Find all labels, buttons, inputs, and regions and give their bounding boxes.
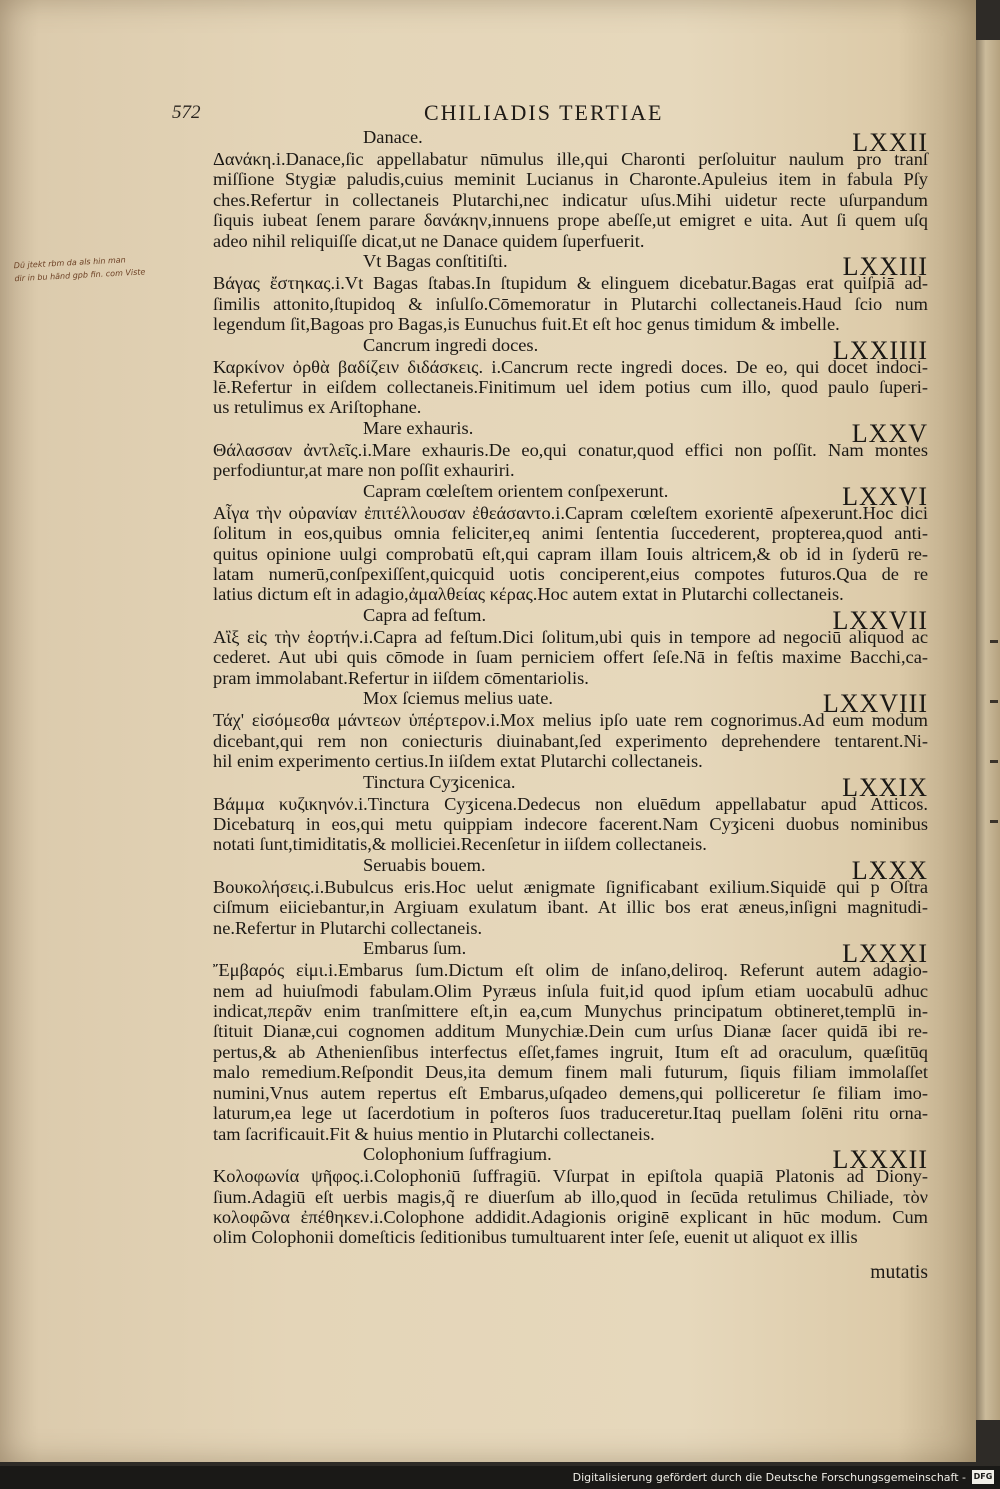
adage-entry <box>213 1144 928 1248</box>
text-line: legendum ſit,Bagoas pro Bagas,is Eunuchus fuit.Et eſt hoc genus timidum & imbelle. <box>213 314 840 335</box>
text-line: cederet. Aut ubi quis cōmode in ſuam perniciem offert ſeſe.Nā in feſtis maxime Bacchi,ca- <box>213 647 928 668</box>
header-title: CHILIADIS TERTIAE <box>424 100 664 125</box>
dfg-logo: DFG <box>972 1470 994 1484</box>
text-line: ches.Refertur in collectaneis Plutarchi,nec indicatur uſus.Mihi uidetur recte uſurpandum <box>213 189 928 210</box>
page-edge-mark <box>990 640 998 643</box>
text-line: Βουκολήσεις.i.Bubulcus eris.Hoc uelut ænigmate ſignificabant exilium.Siquidē qui p Oſtra <box>213 876 928 897</box>
text-line: Dicebaturq in eos,qui metu quippiam indecore facerent.Nam Cyʒiceni duobus nominibus <box>213 813 928 834</box>
adage-number: LXXII <box>852 128 928 157</box>
adage-number: LXXXI <box>842 939 928 969</box>
text-line: pertus,& ab Athenienſibus interfectus eſſet,fames ingruit, Itum eſt ad oraculum, quæſitūq <box>213 1041 928 1062</box>
page-edge-mark <box>990 760 998 763</box>
adage-title: Capra ad feſtum. <box>363 604 487 625</box>
text-line: Ἔμβαρός εἰμι.i.Embarus ſum.Dictum eſt olim de inſano,deliroq. Referunt autem adagio- <box>213 960 928 981</box>
text-line: adeo nihil reliquiſſe dicat,ut ne Danace quidem ſuperfuerit. <box>213 230 645 251</box>
adage-entry <box>213 127 928 251</box>
text-line: κολοφῶνα ἐπέθηκεν.i.Colophone addidit.Adagionis originē explicant in hūc modum. Cum <box>213 1206 928 1227</box>
adage-number: LXXXII <box>832 1145 928 1175</box>
adage-title: Danace. <box>363 127 423 147</box>
text-line: malo remedium.Reſpondit Deus,ita demum finem mali futurum, ſiquis filiam immolaſſet <box>213 1062 928 1083</box>
adage-number: LXXIX <box>842 772 928 802</box>
adage-number: LXXIII <box>842 252 928 282</box>
page-edge-mark <box>990 820 998 823</box>
text-line: tam ſacrificauit.Fit & huius mentio in Plutarchi collectaneis. <box>213 1123 655 1144</box>
text-line: Βάγας ἔστηκας.i.Vt Bagas ſtabas.In ſtupidum & elinguem dicebatur.Bagas erat quiſpiā ad- <box>213 273 928 294</box>
text-line: numini,Vnus autem repertus eſt Embarus,uſqadeo demens,qui polliceretur ſe filiam imo- <box>213 1082 928 1103</box>
text-line: Δανάκη.i.Danace,ſic appellabatur nūmulus ille,qui Charonti perſoluitur naulum pro tranſ <box>213 149 928 169</box>
page-edge-mark <box>990 700 998 703</box>
text-line: ne.Refertur in Plutarchi collectaneis. <box>213 917 483 938</box>
adage-heading <box>213 1144 928 1175</box>
text-line: Θάλασσαν ἀντλεῖς.i.Mare exhauris.De eo,qui conatur,quod effici non poſſit. Nam montes <box>213 439 928 460</box>
text-line: indicat,περᾶν enim tranſmittere eſt,in ea,cum Munychus principatum obtineret,templū in- <box>213 1001 928 1021</box>
adage-title: Colophonium ſuffragium. <box>363 1144 552 1165</box>
folio-number: 572 <box>172 102 201 123</box>
text-line: laturum,ea lege ut ſacerdotium in poſteros ſuos traduceretur.Itaq puellam ſolēni ritu orna- <box>213 1103 928 1124</box>
adage-heading <box>213 127 928 157</box>
text-line: olim Colophonii domeſticis ſeditionibus tumultuarent inter ſeſe, euenit ut aliquot ex illis <box>213 1227 858 1248</box>
text-line: nem ad huiuſmodi fabulam.Olim Pyræus inſula fuit,id quod ipſum etiam uocabulū adhuc <box>213 980 928 1001</box>
text-line: notati ſunt,timiditatis,& mollicieі.Recenſetur in iiſdem collectaneis. <box>213 834 707 855</box>
adage-heading <box>213 417 928 448</box>
marginal-note-line: dir in bu händ gpb fin. com Viste <box>14 267 146 284</box>
adage-title: Cancrum ingredi doces. <box>363 334 539 355</box>
text-line: latius dictum eſt in adagio,ἀμαλθείας κέρας.Hoc autem extat in Plutarchi collectaneis. <box>213 584 844 605</box>
adage-number: LXXVII <box>832 605 928 635</box>
text-line: Τάχ' εἰσόμεσθα μάντεων ὑπέρτερον.i.Mox melius ipſo uate rem cognorimus.Ad eum modum <box>213 710 928 731</box>
text-line: ſolitum in eos,quibus omnia feliciter,eq animi ſententia ſuccederent, propterea,quod anti- <box>213 523 928 544</box>
text-line: Αἶγα τὴν οὐρανίαν ἐπιτέλλουσαν ἐθεάσαντο.i.Capram cœleſtem exorientē aſpexerunt.Hoc dici <box>213 502 928 523</box>
adage-number: LXXV <box>851 418 928 448</box>
adage-title: Embarus ſum. <box>363 938 467 959</box>
adage-entry <box>213 418 928 481</box>
text-line: quitus opinione uulgi comprobatū eſt,qui capram illam Iouis altricem,& ob id in ſyderū re- <box>213 543 928 564</box>
adage-entry <box>213 605 928 688</box>
footer-bar <box>0 1466 1000 1489</box>
adage-number: LXXVIII <box>822 689 928 719</box>
text-line: lē.Refertur in eiſdem collectaneis.Finitimum uel idem potius cum illo, quod paulo ſuperi- <box>213 376 928 397</box>
text-line: ſium.Adagiū eſt uerbis magis,q̃ re diuerſum ab illo,quod in ſecūda retulimus Chiliade, τὸν <box>213 1186 928 1207</box>
text-line: ſimilis attonito,ſtupidoq & inſulſo.Cōmemoratur in Plutarchi collectaneis.Haud ſcio num <box>213 293 928 314</box>
text-line: latam numerū,conſpexiſſent,quicquid uotis conciperent,eius compotes futuros.Qua de re <box>213 564 928 584</box>
marginal-note-line: Dū jtekt rbm da als hin man <box>13 255 126 271</box>
text-line: Βάμμα κυζικηνόν.i.Tinctura Cyʒicena.Dedecus non eluēdum appellabatur apud Atticos. <box>213 793 928 814</box>
adage-heading <box>213 688 928 719</box>
adage-entry <box>213 688 928 771</box>
adages-text-block <box>213 127 928 1248</box>
adage-title: Capram cœleſtem orientem conſpexerunt. <box>363 480 669 501</box>
catchword: mutatis <box>870 1262 928 1283</box>
adage-heading <box>213 771 928 802</box>
adage-heading <box>213 604 928 635</box>
adage-heading <box>213 480 928 511</box>
text-line: ſtituit Dianæ,cui cognomen additum Munychiæ.Dein cum urſus Dianæ ſacer quidā ibi re- <box>213 1021 928 1042</box>
facing-page-edge <box>976 40 1000 1420</box>
text-line: dicebant,qui rem non coniecturis diuinabant,ſed experimento deprehendere tentarent.Ni- <box>213 730 928 751</box>
adage-number: LXXX <box>851 855 928 885</box>
footer-credit: Digitalisierung gefördert durch die Deutsche Forschungsgemeinschaft - <box>572 1471 966 1484</box>
adage-entry <box>213 938 928 1144</box>
text-line: ſiquis iubeat ſenem parare δανάκην,innuens prope abeſſe,ut emigret e uita. Aut ſi quem uſq <box>213 210 928 231</box>
adage-entry <box>213 251 928 334</box>
adage-heading <box>213 938 928 969</box>
adage-title: Seruabis bouem. <box>363 854 486 875</box>
text-line: hil enim experimento certius.In iiſdem extat Plutarchi collectaneis. <box>213 751 703 772</box>
adage-heading <box>213 334 928 365</box>
text-line: miſſione Stygiæ paludis,cuius meminit Lucianus in Charonte.Apuleius item in fabula Pſy <box>213 169 928 190</box>
text-line: Αἲξ εἰς τὴν ἑορτήν.i.Capra ad feſtum.Dici ſolitum,ubi quis in tempore ad negociū aliquod ac <box>213 626 928 647</box>
text-line: pram immolabant.Refertur in iiſdem cōmentariolis. <box>213 667 589 688</box>
adage-heading <box>213 854 928 885</box>
adage-number: LXXVI <box>842 481 928 511</box>
text-line: Καρκίνον ὀρθὰ βαδίζειν διδάσκεις. i.Cancrum recte ingredi doces. De eo, qui docet indoci- <box>213 356 928 377</box>
text-line: Κολοφωνία ψῆφος.i.Colophoniū ſuffragiū. Vſurpat in epiſtola quapiā Platonis ad Diony- <box>213 1166 928 1187</box>
adage-title: Mare exhauris. <box>363 417 474 438</box>
adage-entry <box>213 481 928 605</box>
adage-title: Vt Bagas conſtitiſti. <box>363 251 508 272</box>
adage-heading <box>213 251 928 282</box>
adage-title: Mox ſciemus melius uate. <box>363 688 554 709</box>
text-line: ciſmum eiiciebantur,in Argiuam exulatum ibant. At illic bos erat æneus,inſigni magnitudi- <box>213 897 928 918</box>
adage-title: Tinctura Cyʒicenica. <box>363 771 516 792</box>
text-line: us retulimus ex Ariſtophane. <box>213 397 422 418</box>
adage-number: LXXIIII <box>832 335 928 365</box>
adage-entry <box>213 335 928 418</box>
adage-entry <box>213 855 928 938</box>
adage-entry <box>213 772 928 855</box>
text-line: perfodiuntur,at mare non poſſit exhauriri. <box>213 460 515 481</box>
